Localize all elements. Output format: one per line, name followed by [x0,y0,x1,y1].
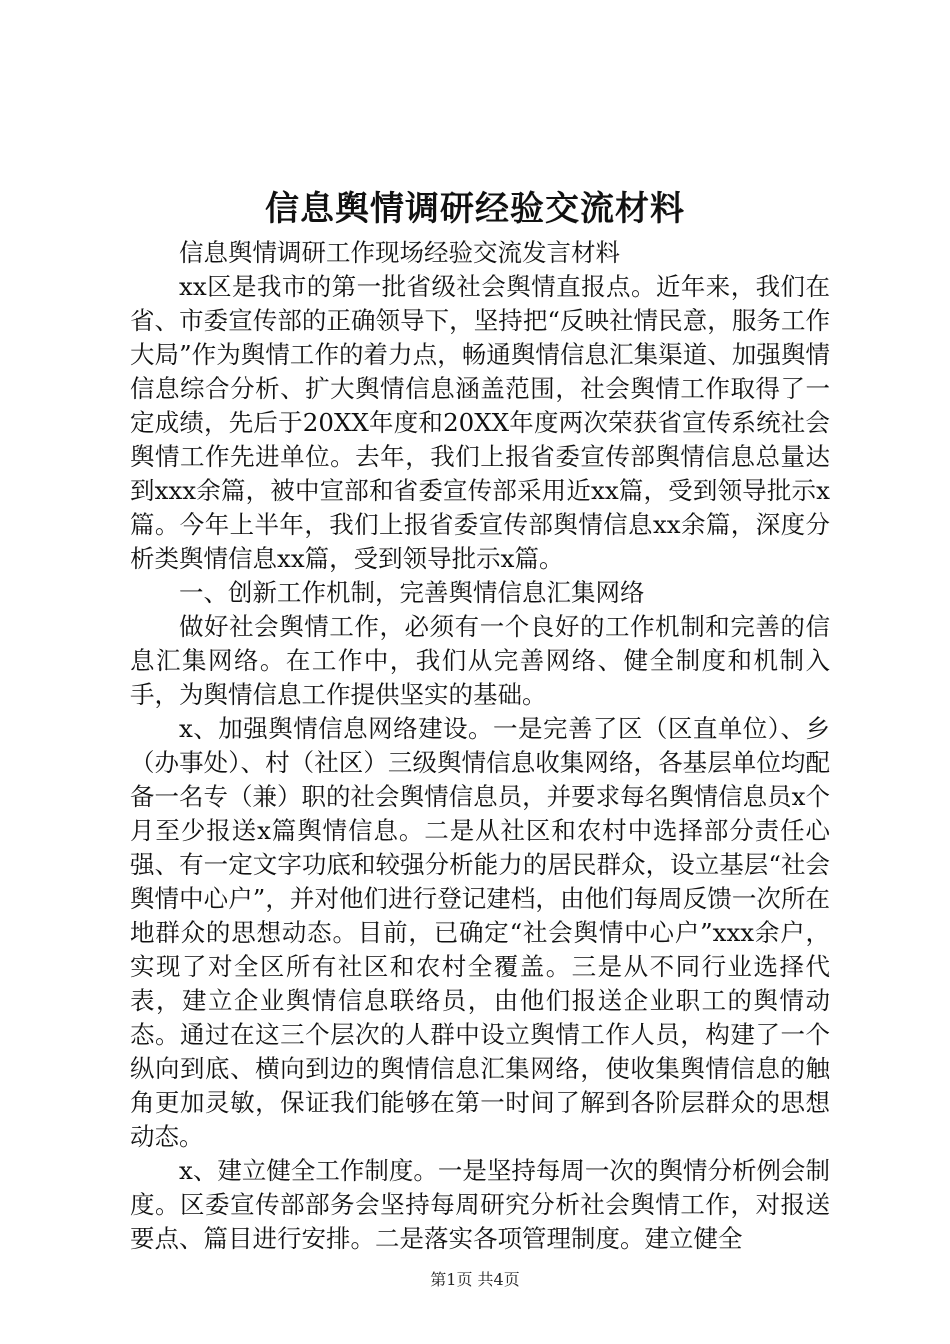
intro-paragraph: xx区是我市的第一批省级社会舆情直报点。近年来，我们在省、市委宣传部的正确领导下，坚持把“反映社情民意，服务工作大局”作为舆情工作的着力点，畅通舆情信息汇集渠道、加强舆情信息综合分析、扩大舆情信息涵盖范围，社会舆情工作取得了一定成绩，先后于20XX年度和20XX年度两次荣获省宣传系统社会舆情工作先进单位。去年，我们上报省委宣传部舆情信息总量达到xxx余篇，被中宣部和省委宣传部采用近xx篇，受到领导批示x篇。今年上半年，我们上报省委宣传部舆情信息xx余篇，深度分析类舆情信息xx篇，受到领导批示x篇。 [130,272,830,573]
page-footer: 第1页 共4页 [430,1270,520,1289]
body-paragraph: x、建立健全工作制度。一是坚持每周一次的舆情分析例会制度。区委宣传部部务会坚持每周研究分析社会舆情工作，对报送要点、篇目进行安排。二是落实各项管理制度。建立健全 [130,1156,830,1253]
subtitle-paragraph: 信息舆情调研工作现场经验交流发言材料 [179,238,620,267]
body-paragraph: x、加强舆情信息网络建设。一是完善了区（区直单位）、乡（办事处）、村（社区）三级舆情信息收集网络，各基层单位均配备一名专（兼）职的社会舆情信息员，并要求每名舆情信息员x个月至少报送x篇舆情信息。二是从社区和农村中选择部分责任心强、有一定文字功底和较强分析能力的居民群众，设立基层“社会舆情中心户”，并对他们进行登记建档，由他们每周反馈一次所在地群众的思想动态。目前，已确定“社会舆情中心户”xxx余户，实现了对全区所有社区和农村全覆盖。三是从不同行业选择代表，建立企业舆情信息联络员，由他们报送企业职工的舆情动态。通过在这三个层次的人群中设立舆情工作人员，构建了一个纵向到底、横向到边的舆情信息汇集网络，使收集舆情信息的触角更加灵敏，保证我们能够在第一时间了解到各阶层群众的思想动态。 [130,714,830,1151]
section-heading: 一、创新工作机制，完善舆情信息汇集网络 [179,578,645,607]
document-title: 信息舆情调研经验交流材料 [265,189,685,229]
document-body [130,236,830,1256]
body-paragraph: 做好社会舆情工作，必须有一个良好的工作机制和完善的信息汇集网络。在工作中，我们从完善网络、健全制度和机制入手，为舆情信息工作提供坚实的基础。 [130,612,830,709]
